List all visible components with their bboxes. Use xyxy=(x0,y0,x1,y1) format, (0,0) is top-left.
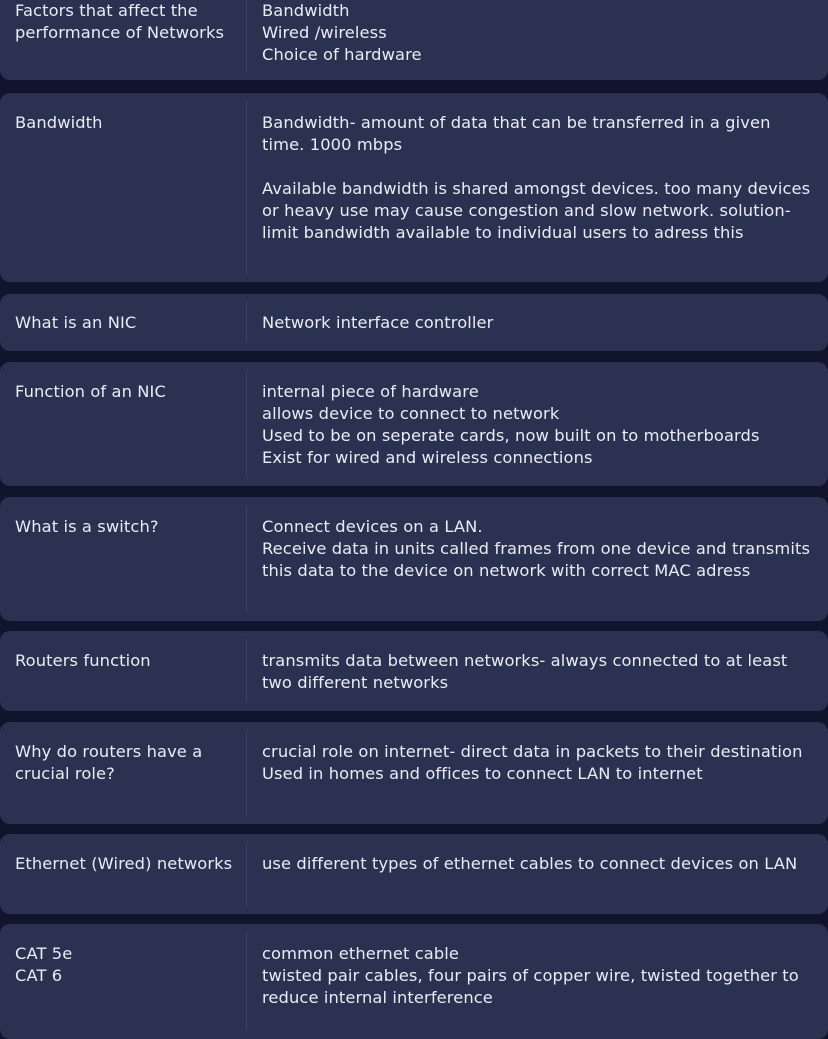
flashcard-term: What is a switch? xyxy=(15,517,159,536)
flashcard-term: Why do routers have a crucial role? xyxy=(15,742,203,783)
flashcard[interactable] xyxy=(0,362,828,486)
card-divider xyxy=(246,0,247,72)
card-divider xyxy=(246,505,247,613)
flashcard-term: Routers function xyxy=(15,651,151,670)
flashcard-definition: use different types of ethernet cables to connect devices on LAN xyxy=(262,854,798,873)
flashcard-definition: Connect devices on a LAN. Receive data in units called frames from one device and transmits this data to the device on network with correct MAC adress xyxy=(262,517,811,580)
flashcard-definition: transmits data between networks- always connected to at least two different networks xyxy=(262,651,788,692)
flashcard[interactable] xyxy=(0,722,828,824)
flashcard-term: Ethernet (Wired) networks xyxy=(15,854,233,873)
flashcard-term: Bandwidth xyxy=(15,113,103,132)
card-divider xyxy=(246,101,247,274)
flashcard-term: CAT 5e CAT 6 xyxy=(15,944,73,985)
flashcard-definition: Bandwidth Wired /wireless Choice of hardware xyxy=(262,1,422,64)
flashcard-definition: internal piece of hardware allows device to connect to network Used to be on seperate cards, now built on to motherboards Exist for wired and wireless connections xyxy=(262,382,760,467)
flashcard[interactable] xyxy=(0,924,828,1039)
flashcard-definition: Network interface controller xyxy=(262,313,494,332)
flashcard[interactable] xyxy=(0,631,828,711)
flashcard[interactable] xyxy=(0,497,828,621)
flashcard-definition: Bandwidth- amount of data that can be transferred in a given time. 1000 mbps Available bandwidth is shared amongst devices. too many devices or heavy use may cause congestion and slow network. solution- limit bandwidth available to individual users to adress this xyxy=(262,113,811,242)
card-divider xyxy=(246,302,247,343)
card-divider xyxy=(246,842,247,906)
flashcard-term: Function of an NIC xyxy=(15,382,166,401)
flashcard-term: What is an NIC xyxy=(15,313,137,332)
card-divider xyxy=(246,932,247,1031)
flashcard-definition: crucial role on internet- direct data in packets to their destination Used in homes and offices to connect LAN to internet xyxy=(262,742,803,783)
card-divider xyxy=(246,730,247,816)
card-divider xyxy=(246,639,247,703)
flashcard-definition: common ethernet cable twisted pair cables, four pairs of copper wire, twisted together to reduce internal interference xyxy=(262,944,799,1007)
flashcard-term: Factors that affect the performance of Networks xyxy=(15,1,225,42)
flashcard[interactable] xyxy=(0,834,828,914)
flashcard[interactable] xyxy=(0,0,828,80)
card-divider xyxy=(246,370,247,478)
flashcard[interactable] xyxy=(0,294,828,351)
flashcard[interactable] xyxy=(0,93,828,282)
